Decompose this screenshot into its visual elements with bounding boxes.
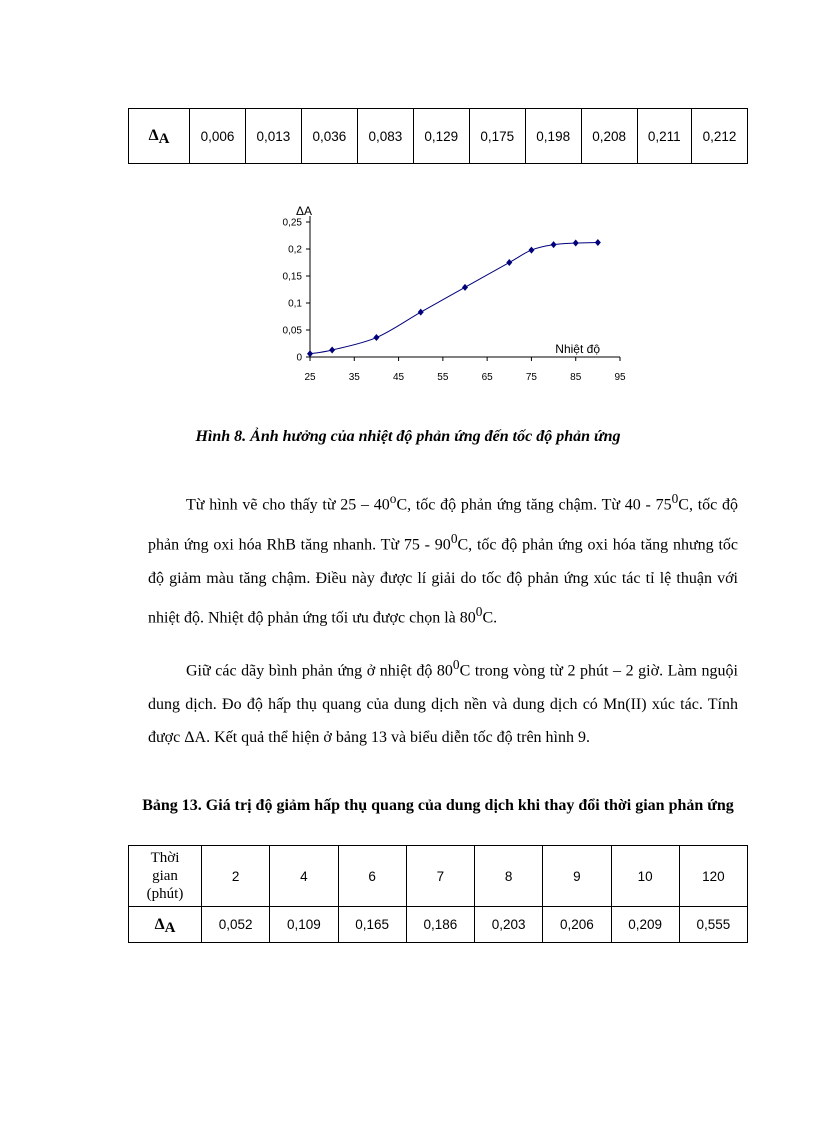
text-run: C trong vòng từ 2 phút – 2 giờ. Làm nguội dung dịch. Đo độ hấp thụ quang của dung dịch nền và dung dịch có Mn(II) xúc tác. Tính được ΔA. Kết quả thể hiện ở bảng 13 và biểu diễn tốc độ trên hình 9. — [148, 662, 739, 747]
data-point-marker — [506, 259, 512, 266]
value-cell: 0,555 — [679, 907, 747, 943]
table-13 — [128, 845, 748, 943]
value-cell: 0,036 — [301, 109, 357, 164]
x-axis-title: Nhiệt độ — [555, 342, 600, 356]
delta-subscript: A — [164, 919, 176, 936]
value-cell: 0,198 — [525, 109, 581, 164]
text-run: C, tốc độ phản ứng oxi hóa RhB tăng nhanh. Từ 75 - 90 — [148, 496, 738, 554]
label-line: Thời — [150, 850, 180, 866]
table-row — [129, 907, 748, 943]
text-run: Giữ các dãy bình phản ứng ở nhiệt độ 80 — [186, 662, 453, 680]
superscript: o — [389, 491, 397, 506]
value-cell: 0,212 — [691, 109, 747, 164]
table-row — [129, 109, 748, 164]
x-tick-label: 55 — [437, 372, 449, 383]
figure-caption: Hình 8. Ảnh hưởng của nhiệt độ phản ứng đến tốc độ phản ứng — [195, 428, 621, 445]
value-cell: 0,206 — [543, 907, 611, 943]
value-cell: 0,052 — [202, 907, 270, 943]
value-cell: 0,208 — [581, 109, 637, 164]
value-cell: 0,209 — [611, 907, 679, 943]
x-tick-label: 45 — [393, 372, 405, 383]
delta-a-label-cell — [129, 109, 190, 164]
time-cell: 7 — [406, 846, 474, 907]
x-tick-label: 65 — [481, 372, 493, 383]
value-cell: 0,211 — [637, 109, 691, 164]
delta-subscript: A — [158, 131, 170, 147]
delta-symbol: Δ — [154, 915, 165, 933]
data-point-marker — [528, 247, 534, 254]
y-tick-label: 0 — [296, 352, 302, 364]
data-point-marker — [329, 346, 335, 353]
value-cell: 0,129 — [413, 109, 469, 164]
data-point-marker — [373, 334, 379, 341]
time-cell: 2 — [202, 846, 270, 907]
time-cell: 10 — [611, 846, 679, 907]
table-row — [129, 846, 748, 907]
delta-a-label-cell — [129, 907, 202, 943]
data-point-marker — [551, 241, 557, 248]
time-cell: 9 — [543, 846, 611, 907]
value-cell: 0,203 — [475, 907, 543, 943]
value-cell: 0,165 — [338, 907, 406, 943]
value-cell: 0,083 — [357, 109, 413, 164]
data-point-marker — [595, 239, 601, 246]
text-run: C, tốc độ phản ứng tăng chậm. Từ 40 - 75 — [396, 496, 672, 514]
y-tick-label: 0,2 — [288, 244, 302, 256]
series-line — [310, 243, 598, 354]
superscript: 0 — [671, 491, 679, 506]
x-tick-label: 75 — [525, 372, 537, 383]
superscript: 0 — [475, 604, 483, 620]
temperature-chart — [280, 200, 640, 390]
text-run: C, tốc độ phản ứng oxi hóa tăng nhưng tốc độ giảm màu tăng chậm. Điều này được lí giải do tốc độ phản ứng xúc tác tỉ lệ thuận với nhiệt độ. Nhiệt độ phản ứng tối ưu được chọn là 80 — [148, 536, 738, 627]
time-label-cell — [129, 846, 202, 907]
time-cell: 4 — [270, 846, 338, 907]
text-run: Từ hình vẽ cho thấy từ 25 – 40 — [186, 496, 390, 514]
chart-svg — [280, 200, 640, 390]
x-tick-label: 35 — [348, 372, 360, 383]
y-tick-label: 0,25 — [282, 217, 302, 229]
x-tick-label: 85 — [570, 372, 582, 383]
y-tick-label: 0,05 — [282, 325, 302, 337]
x-tick-label: 95 — [614, 372, 626, 383]
x-tick-label: 25 — [304, 372, 316, 383]
y-tick-label: 0,15 — [282, 271, 302, 283]
label-line: (phút) — [146, 886, 184, 902]
value-cell: 0,006 — [190, 109, 246, 164]
label-line: gian — [152, 868, 178, 884]
time-cell: 120 — [679, 846, 747, 907]
data-point-marker — [573, 240, 579, 247]
table-13-title: Bảng 13. Giá trị độ giảm hấp thụ quang của dung dịch khi thay đổi thời gian phản ứng — [142, 797, 734, 814]
data-point-marker — [418, 309, 424, 316]
time-cell: 8 — [475, 846, 543, 907]
y-tick-label: 0,1 — [288, 298, 302, 310]
data-point-marker — [462, 284, 468, 291]
value-cell: 0,175 — [469, 109, 525, 164]
paragraph-1 — [148, 482, 738, 635]
delta-a-table-top — [128, 108, 748, 164]
superscript: 0 — [450, 530, 458, 546]
value-cell: 0,109 — [270, 907, 338, 943]
value-cell: 0,013 — [245, 109, 301, 164]
value-cell: 0,186 — [406, 907, 474, 943]
time-cell: 6 — [338, 846, 406, 907]
superscript: 0 — [452, 657, 460, 672]
delta-symbol: Δ — [148, 127, 159, 144]
paragraph-2 — [148, 648, 738, 755]
text-run: C. — [482, 609, 498, 627]
data-point-marker — [307, 350, 313, 357]
y-axis-title: ΔA — [296, 204, 313, 218]
